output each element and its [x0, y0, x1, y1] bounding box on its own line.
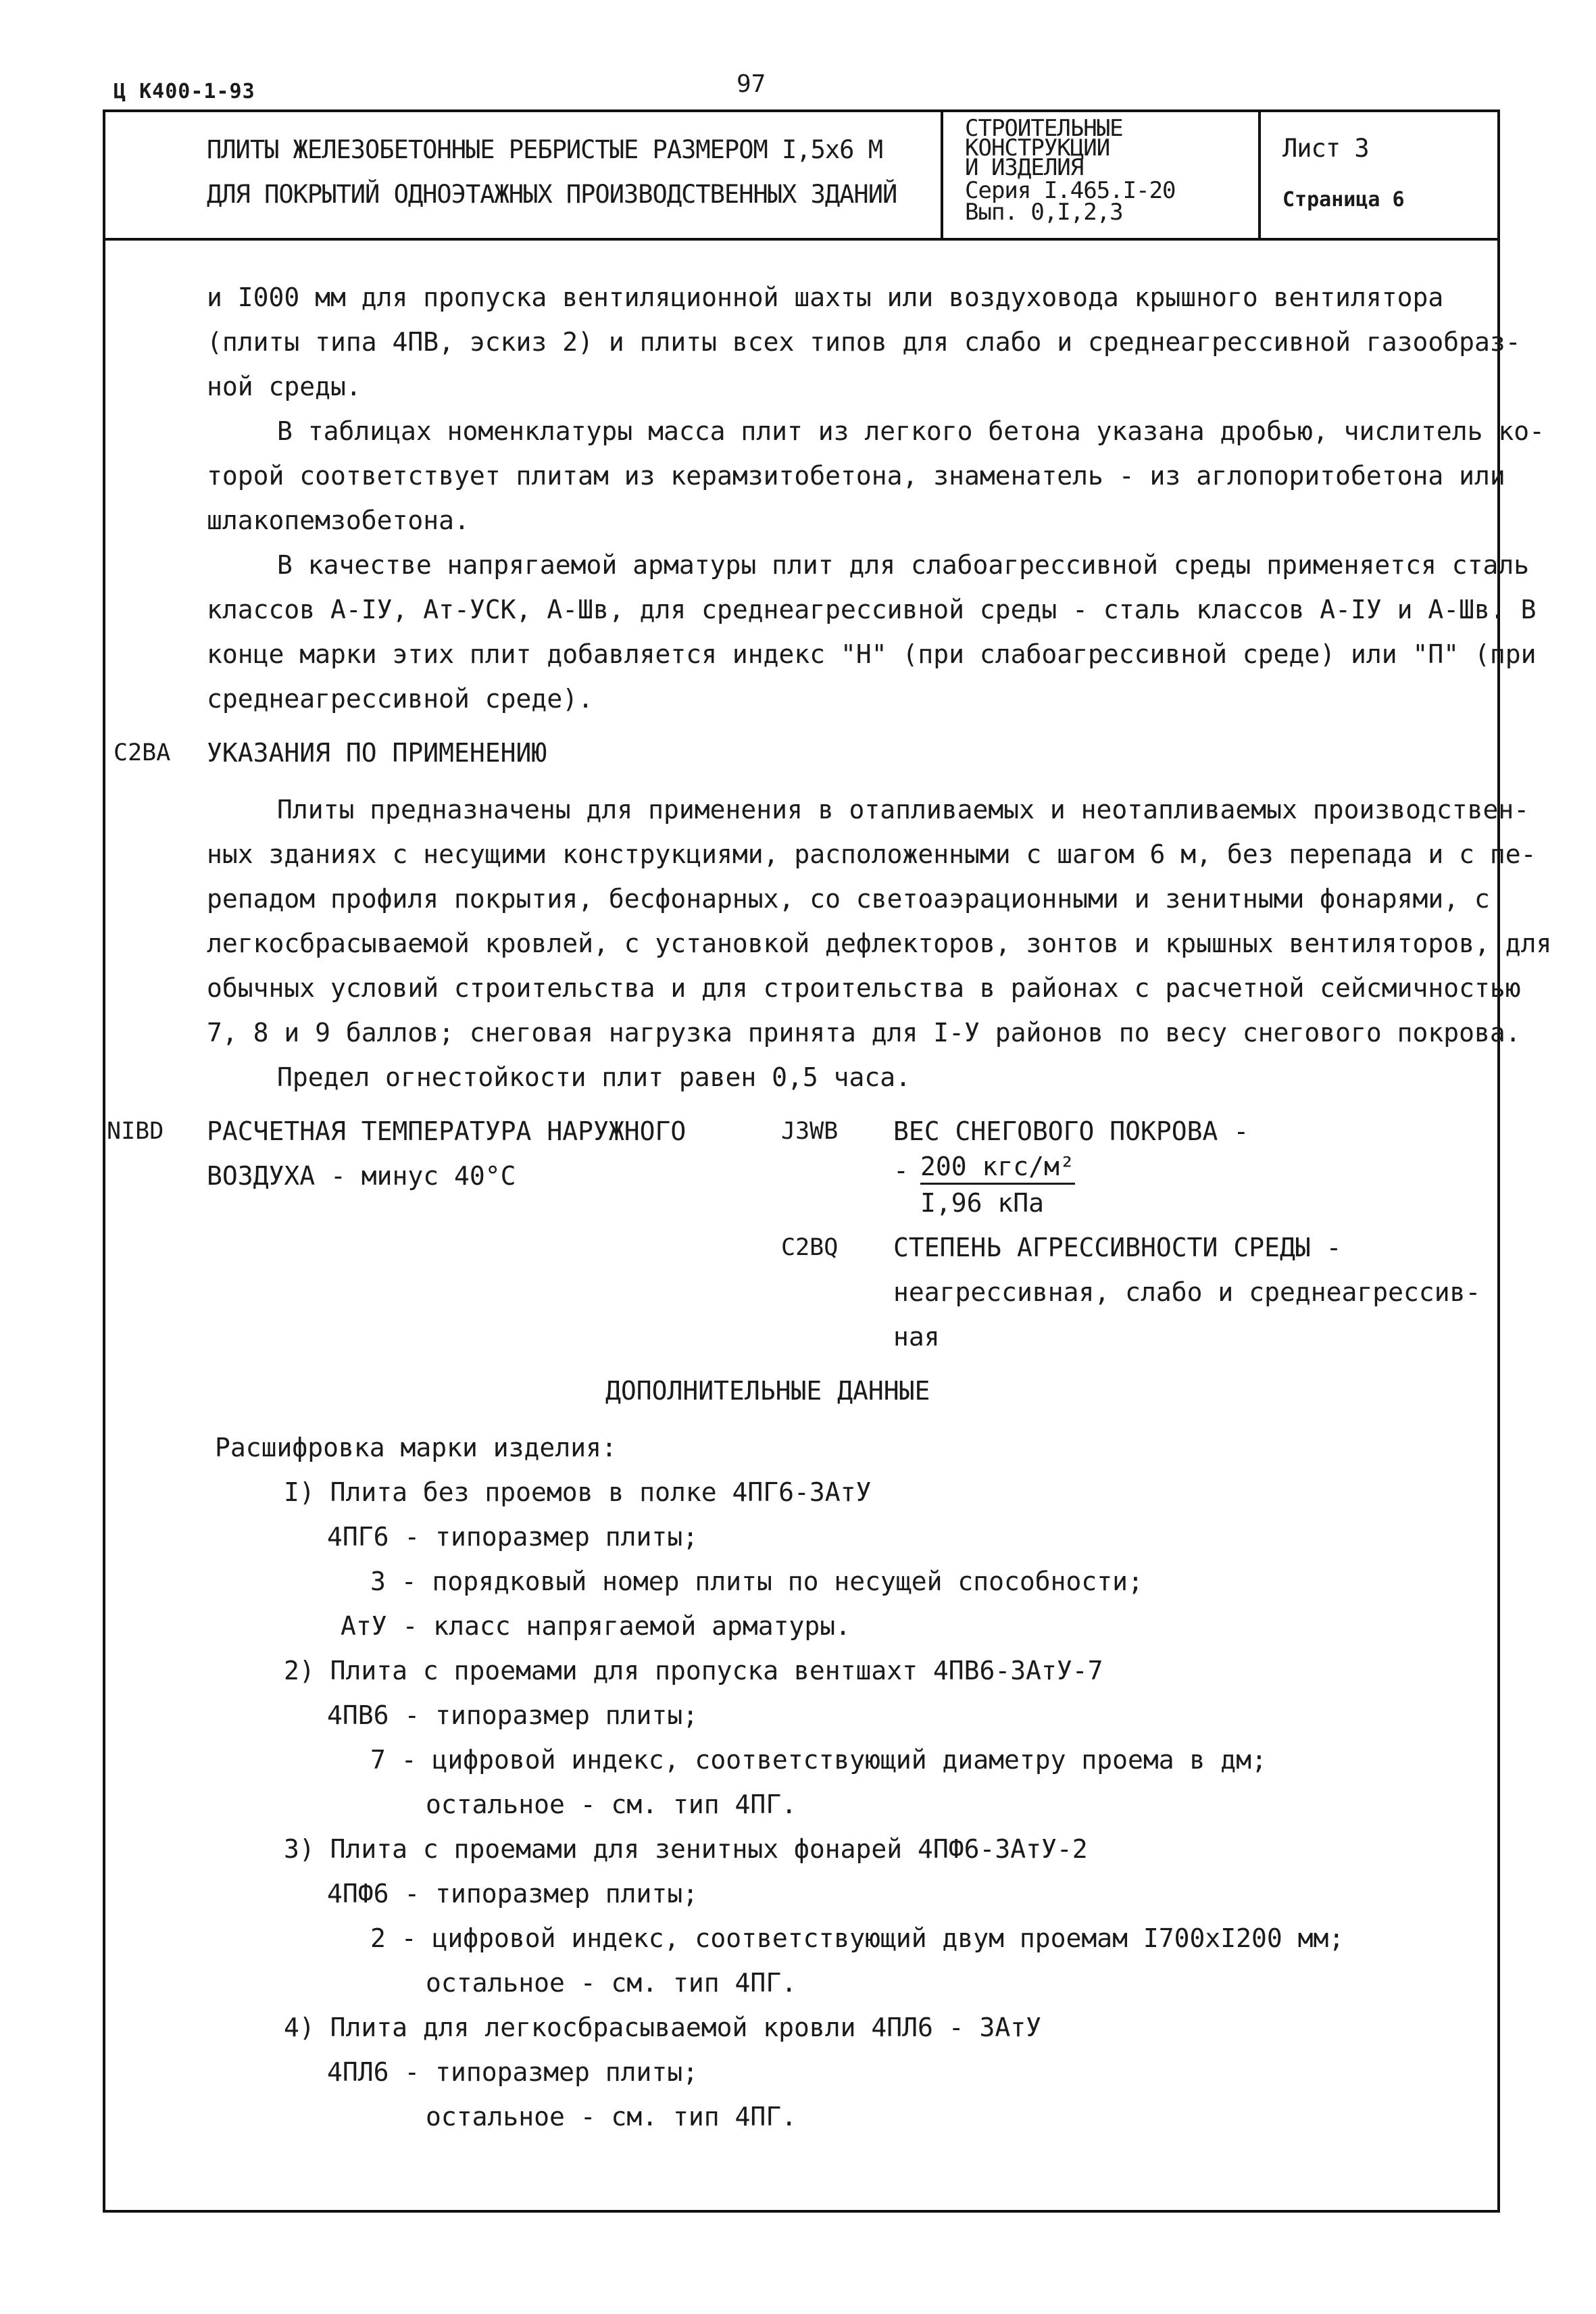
- sheet-label: Лист 3: [1282, 134, 1369, 163]
- aggressiveness-line-3: ная: [893, 1322, 940, 1352]
- item-2-line-b: 7 - цифровой индекс, соответствующий диаметру проема в дм;: [370, 1745, 1267, 1775]
- item-3-title: 3) Плита с проемами для зенитных фонарей 4ПФ6-3АтУ-2: [284, 1834, 1088, 1864]
- item-1-line-b: 3 - порядковый номер плиты по несущей способности;: [370, 1567, 1143, 1596]
- page-label: Страница 6: [1282, 188, 1405, 212]
- item-1-line-c: АтУ - класс напрягаемой арматуры.: [341, 1611, 851, 1641]
- item-2-line-a: 4ПВ6 - типоразмер плиты;: [327, 1700, 699, 1730]
- title-line-1: ПЛИТЫ ЖЕЛЕЗОБЕТОННЫЕ РЕБРИСТЫЕ РАЗМЕРОМ I,5х6 М: [207, 135, 882, 164]
- application-line-5: обычных условий строительства и для строительства в районах с расчетной сейсмичностью: [207, 973, 1521, 1003]
- intro-line-8: классов А-IУ, Ат-УСК, А-Шв, для среднеагрессивной среды - сталь классов А-IУ и А-Шв. В: [207, 595, 1537, 624]
- intro-line-7: В качестве напрягаемой арматуры плит для слабоагрессивной среды применяется сталь: [277, 550, 1530, 580]
- category-line-2: КОНСТРУКЦИИ: [965, 134, 1110, 162]
- snow-line-1: ВЕС СНЕГОВОГО ПОКРОВА -: [893, 1116, 1249, 1146]
- intro-line-4: В таблицах номенклатуры масса плит из легкого бетона указана дробью, числитель ко-: [277, 416, 1545, 446]
- item-3-line-b: 2 - цифровой индекс, соответствующий двум проемам I700хI200 мм;: [370, 1923, 1345, 1953]
- page-number: 97: [737, 70, 766, 98]
- title-line-2: ДЛЯ ПОКРЫТИЙ ОДНОЭТАЖНЫХ ПРОИЗВОДСТВЕННЫХ ЗДАНИЙ: [207, 180, 897, 209]
- item-2-title: 2) Плита с проемами для пропуска вентшахт 4ПВ6-3АтУ-7: [284, 1656, 1103, 1685]
- item-1-line-a: 4ПГ6 - типоразмер плиты;: [327, 1522, 699, 1552]
- section-code-aggressiveness: С2ВQ: [781, 1234, 839, 1261]
- category-line-1: СТРОИТЕЛЬНЫЕ: [965, 115, 1123, 142]
- item-2-line-c: остальное - см. тип 4ПГ.: [426, 1790, 797, 1819]
- additional-heading: ДОПОЛНИТЕЛЬНЫЕ ДАННЫЕ: [605, 1376, 930, 1406]
- issue-label: Вып. 0,I,2,3: [965, 199, 1123, 226]
- additional-intro: Расшифровка марки изделия:: [215, 1433, 617, 1462]
- temperature-line-2: ВОЗДУХА - минус 40°С: [207, 1161, 516, 1191]
- application-line-7: Предел огнестойкости плит равен 0,5 часа.: [277, 1062, 911, 1092]
- snow-value-numerator: 200 кгс/м²: [920, 1152, 1075, 1185]
- application-heading: УКАЗАНИЯ ПО ПРИМЕНЕНИЮ: [207, 738, 547, 768]
- intro-line-5: торой соответствует плитам из керамзитобетона, знаменатель - из аглопоритобетона или: [207, 461, 1505, 491]
- header-divider: [103, 238, 1500, 241]
- item-3-line-c: остальное - см. тип 4ПГ.: [426, 1968, 797, 1998]
- intro-line-3: ной среды.: [207, 372, 361, 401]
- item-4-line-a: 4ПЛ6 - типоразмер плиты;: [327, 2057, 699, 2087]
- application-line-2: ных зданиях с несущими конструкциями, расположенными с шагом 6 м, без перепада и с пе-: [207, 839, 1537, 869]
- category-line-3: И ИЗДЕЛИЯ: [965, 154, 1084, 181]
- intro-line-9: конце марки этих плит добавляется индекс "Н" (при слабоагрессивной среде) или "П" (при: [207, 639, 1537, 669]
- series-label: Серия I.465.I-20: [965, 177, 1176, 204]
- intro-line-10: среднеагрессивной среде).: [207, 684, 593, 714]
- item-3-line-a: 4ПФ6 - типоразмер плиты;: [327, 1879, 699, 1909]
- item-4-title: 4) Плита для легкосбрасываемой кровли 4ПЛ6 - 3АтУ: [284, 2013, 1042, 2042]
- aggressiveness-line-1: СТЕПЕНЬ АГРЕССИВНОСТИ СРЕДЫ -: [893, 1233, 1342, 1262]
- snow-value-denominator: I,96 кПа: [920, 1188, 1045, 1218]
- intro-line-6: шлакопемзобетона.: [207, 506, 470, 535]
- item-4-line-b: остальное - см. тип 4ПГ.: [426, 2102, 797, 2132]
- item-1-title: I) Плита без проемов в полке 4ПГ6-3АтУ: [284, 1477, 872, 1507]
- application-line-3: репадом профиля покрытия, бесфонарных, со светоаэрационными и зенитными фонарями, с: [207, 884, 1490, 914]
- application-line-1: Плиты предназначены для применения в отапливаемых и неотапливаемых производствен-: [277, 795, 1530, 824]
- application-line-6: 7, 8 и 9 баллов; снеговая нагрузка принята для I-У районов по весу снегового покрова.: [207, 1018, 1521, 1048]
- section-code-temperature: NIBD: [107, 1118, 164, 1145]
- intro-line-1: и I000 мм для пропуска вентиляционной шахты или воздуховода крышного вентилятора: [207, 282, 1444, 312]
- aggressiveness-line-2: неагрессивная, слабо и среднеагрессив-: [893, 1277, 1481, 1307]
- snow-dash: -: [893, 1156, 909, 1185]
- header-separator-2: [1258, 109, 1261, 239]
- section-code-application: С2ВА: [114, 739, 171, 766]
- document-code: Ц К400-1-93: [114, 80, 255, 103]
- header-separator-1: [941, 109, 943, 239]
- application-line-4: легкосбрасываемой кровлей, с установкой дефлекторов, зонтов и крышных вентиляторов, для: [207, 929, 1552, 958]
- intro-line-2: (плиты типа 4ПВ, эскиз 2) и плиты всех типов для слабо и среднеагрессивной газообраз-: [207, 327, 1521, 357]
- section-code-snow: J3WB: [781, 1118, 839, 1145]
- temperature-line-1: РАСЧЕТНАЯ ТЕМПЕРАТУРА НАРУЖНОГО: [207, 1116, 687, 1146]
